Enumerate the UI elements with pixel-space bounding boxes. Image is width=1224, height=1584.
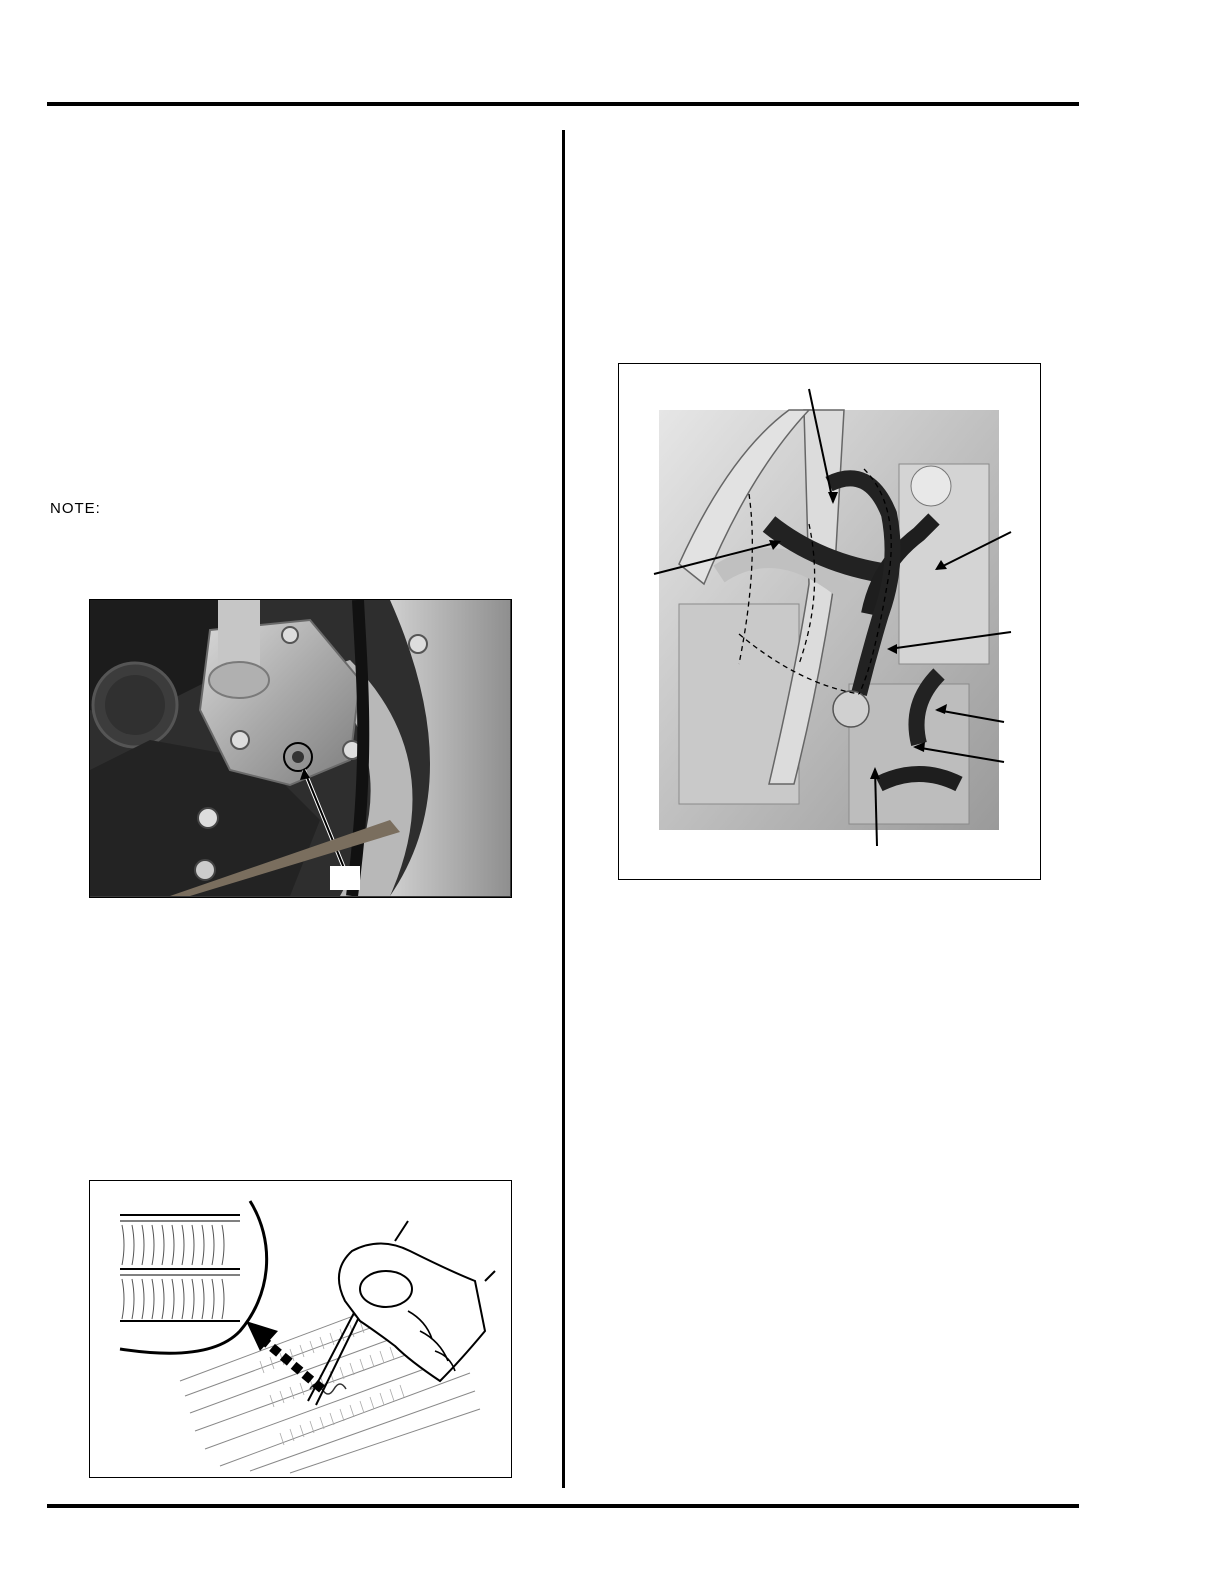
coolant-hose-routing-illustration — [618, 363, 1041, 880]
water-pump-photo-art — [90, 600, 510, 896]
water-pump-photo — [89, 599, 512, 898]
radiator-fin-art — [90, 1181, 510, 1476]
top-rule — [47, 102, 1079, 106]
bottom-rule — [47, 1504, 1079, 1508]
radiator-fin-illustration — [89, 1180, 512, 1478]
hose-routing-art — [619, 364, 1039, 878]
column-divider — [562, 130, 565, 1488]
note-label: NOTE: — [50, 500, 101, 517]
